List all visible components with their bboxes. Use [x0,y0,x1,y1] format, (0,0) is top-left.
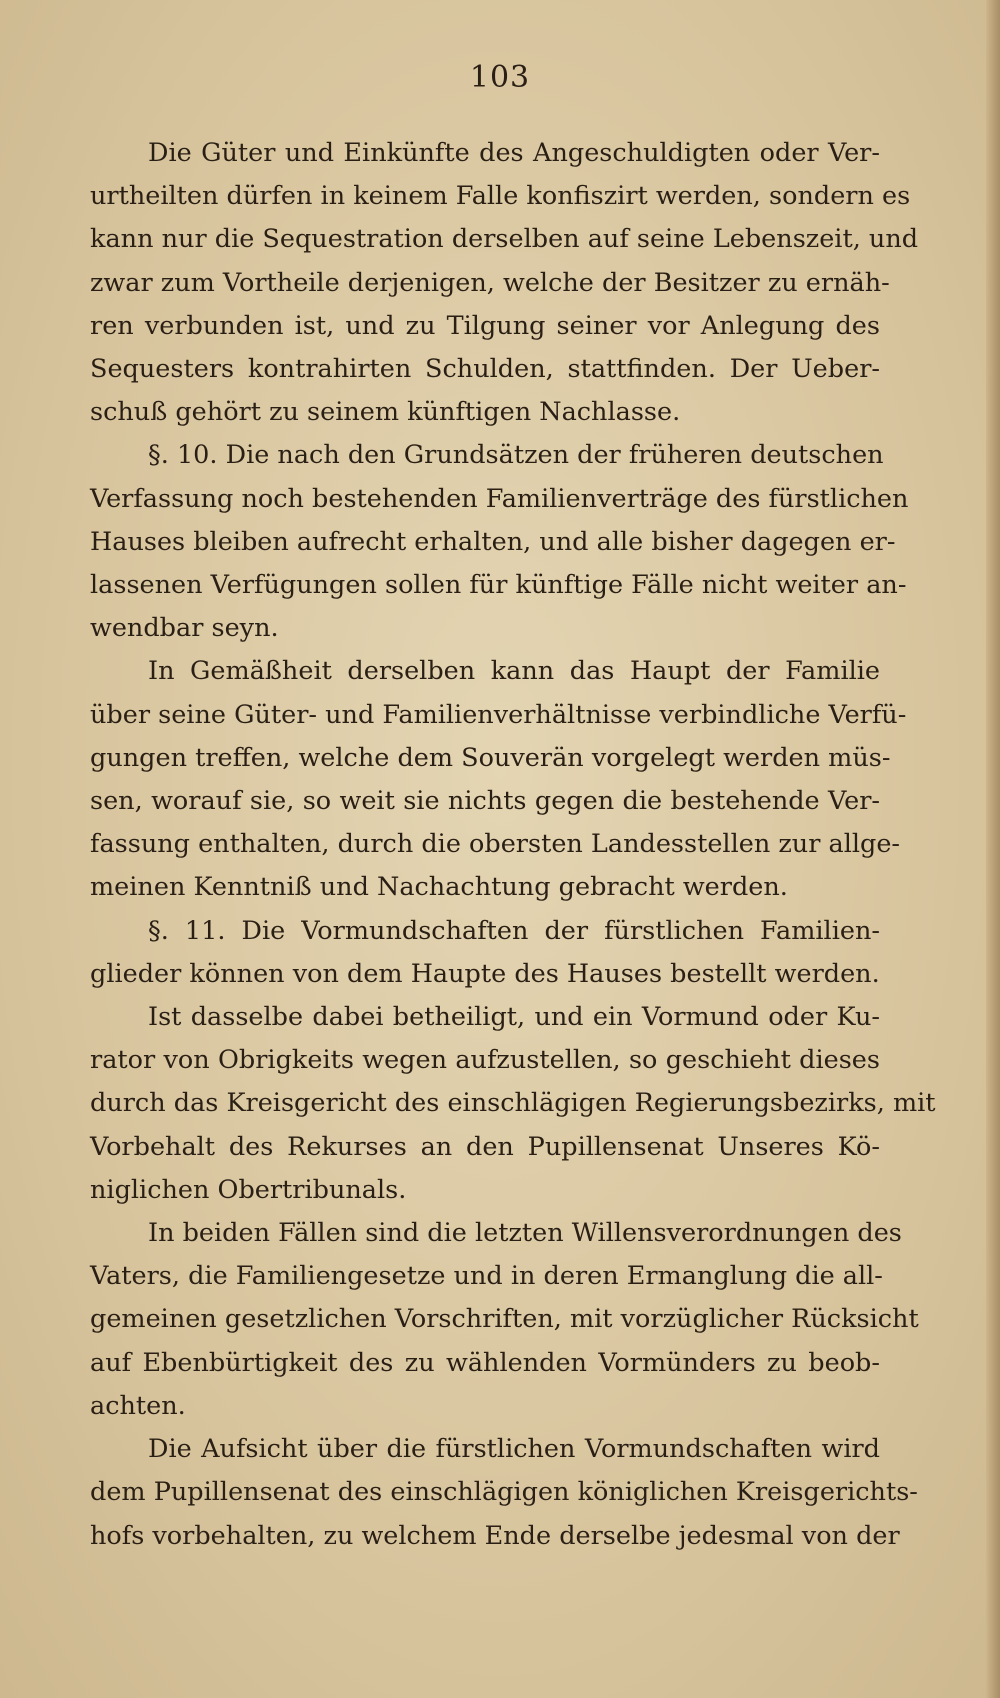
text-line: hofs vorbehalten, zu welchem Ende derselbe jedesmal von der [90,1520,900,1551]
text-line: glieder können von dem Haupte des Hauses bestellt werden. [90,958,880,989]
text-line: Die Güter und Einkünfte des Angeschuldigten oder Ver- [148,138,880,168]
text-line: Die Aufsicht über die fürstlichen Vormundschaften wird [148,1434,880,1465]
page-edge [986,0,1000,1698]
text-line: schuß gehört zu seinem künftigen Nachlasse. [90,397,681,428]
text-line: kann nur die Sequestration derselben auf seine Lebenszeit, und [90,224,919,255]
text-line: sen, worauf sie, so weit sie nichts gegen die bestehende Ver- [90,786,880,817]
text-line: Vorbehalt des Rekurses an den Pupillensenat Unseres Kö- [90,1131,880,1162]
text-line: meinen Kenntniß und Nachachtung gebracht werden. [90,872,788,903]
text-line: gemeinen gesetzlichen Vorschriften, mit vorzüglicher Rücksicht [90,1304,919,1335]
text-line: lassenen Verfügungen sollen für künftige Fälle nicht weiter an- [90,570,907,601]
text-line: Hauses bleiben aufrecht erhalten, und alle bisher dagegen er- [90,526,896,557]
text-line: achten. [90,1390,186,1421]
text-line: durch das Kreisgericht des einschlägigen Regierungsbezirks, mit [90,1088,936,1119]
text-line: §. 10. Die nach den Grundsätzen der früheren deutschen [148,440,884,471]
text-line: gungen treffen, welche dem Souverän vorgelegt werden müs- [90,742,891,773]
text-line: wendbar seyn. [90,613,279,644]
text-line: Sequesters kontrahirten Schulden, stattfinden. Der Ueber- [90,354,880,385]
text-line: ren verbunden ist, und zu Tilgung seiner vor Anlegung des [90,310,880,341]
text-line: In beiden Fällen sind die letzten Willensverordnungen des [148,1218,902,1249]
body-text [90,132,936,1558]
text-line: Vaters, die Familiengesetze und in deren Ermanglung die all- [90,1261,883,1292]
text-line: urtheilten dürfen in keinem Falle konfiszirt werden, sondern es [90,181,911,212]
text-line: rator von Obrigkeits wegen aufzustellen, so geschieht dieses [90,1045,880,1076]
text-line: Verfassung noch bestehenden Familienverträge des fürstlichen [90,483,909,514]
text-line: §. 11. Die Vormundschaften der fürstlichen Familien- [148,915,880,946]
text-line: niglichen Obertribunals. [90,1174,407,1205]
text-line: auf Ebenbürtigkeit des zu wählenden Vormünders zu beob- [90,1347,880,1378]
text-line: In Gemäßheit derselben kann das Haupt der Familie [148,656,880,687]
text-line: über seine Güter- und Familienverhältnisse verbindliche Verfü- [90,699,907,730]
text-line: dem Pupillensenat des einschlägigen königlichen Kreisgerichts- [90,1477,918,1508]
page-number: 103 [469,60,531,95]
text-line: zwar zum Vortheile derjenigen, welche der Besitzer zu ernäh- [90,267,890,298]
text-line: fassung enthalten, durch die obersten Landesstellen zur allge- [90,829,901,860]
text-line: Ist dasselbe dabei betheiligt, und ein Vormund oder Ku- [148,1002,880,1033]
